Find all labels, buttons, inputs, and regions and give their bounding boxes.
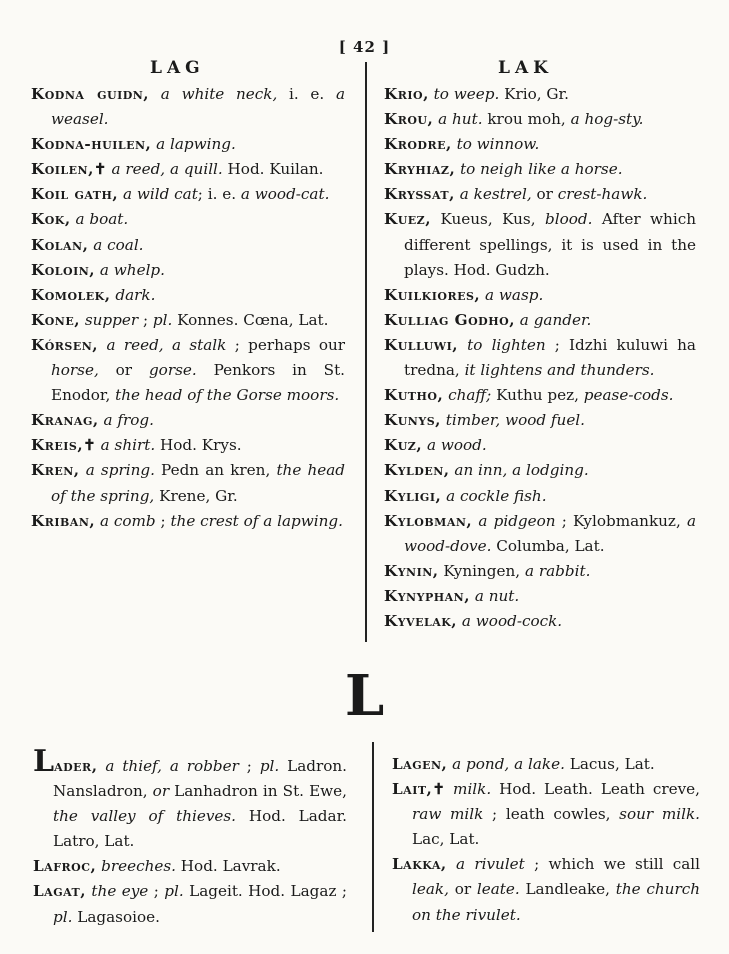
dictionary-entry: [384, 308, 696, 333]
dictionary-entry: [31, 132, 345, 157]
dictionary-entry: [384, 383, 696, 408]
definition-italic: breeches.: [96, 857, 176, 876]
definition-text: Hod. Krys.: [155, 436, 242, 455]
dictionary-entry: [31, 157, 345, 182]
definition-italic: pease-cods.: [583, 386, 674, 405]
dictionary-entry: [384, 484, 696, 509]
l-right-column: [392, 752, 700, 928]
definition-italic: a comb: [95, 511, 156, 530]
definition-italic: milk.: [445, 780, 492, 799]
headword: Lafroc,: [33, 857, 97, 876]
headword: Kórsen,: [31, 335, 99, 354]
dictionary-entry: [31, 283, 345, 308]
definition-text: Kyningen,: [438, 561, 525, 580]
dictionary-entry: [384, 182, 696, 207]
definition-italic: to lighten: [458, 335, 546, 354]
dictionary-entry: [384, 157, 696, 182]
definition-italic: sour milk.: [619, 805, 700, 824]
headword: Lakka,: [392, 855, 447, 874]
definition-text: ; leath cowles,: [483, 805, 620, 824]
definition-italic: the head of the Gorse moors.: [115, 386, 340, 405]
dictionary-entry: [384, 107, 696, 132]
headword: Koil gath,: [31, 185, 119, 204]
definition-text: Columba, Lat.: [491, 536, 605, 555]
definition-text: Pedn an kren,: [154, 461, 277, 480]
headword: Kolan,: [31, 235, 89, 254]
dictionary-entry: [33, 879, 347, 929]
definition-italic: a wood-dove.: [404, 511, 696, 555]
headword: Kodna-huilen,: [31, 135, 152, 154]
definition-text: or: [531, 185, 558, 204]
headword: Krou,: [384, 110, 434, 129]
definition-italic: a weasel.: [51, 85, 345, 129]
headword: Kylobman,: [384, 511, 473, 530]
dictionary-entry: [392, 752, 700, 777]
headword: Kryhiaz,: [384, 160, 456, 179]
definition-italic: a rabbit.: [524, 561, 591, 580]
definition-text: ; i. e.: [197, 185, 241, 204]
dictionary-entry: [384, 283, 696, 308]
dictionary-entry: [31, 233, 345, 258]
definition-text: Hod. Lavrak.: [175, 857, 281, 876]
upper-column-divider: [365, 62, 367, 642]
obsolete-cross-icon: ✝: [432, 780, 446, 799]
headword: Kren,: [31, 461, 80, 480]
dictionary-entry: [384, 433, 696, 458]
headword: Lagat,: [33, 882, 87, 901]
definition-italic: a hog-sty.: [570, 110, 644, 129]
headword: Kok,: [31, 210, 71, 229]
definition-italic: a boat.: [70, 210, 129, 229]
definition-text: Hod. Ladar. Latro, Lat.: [53, 807, 347, 851]
definition-italic: timber, wood fuel.: [440, 411, 585, 430]
definition-italic: horse,: [51, 361, 99, 380]
headword: Kynin,: [384, 561, 439, 580]
definition-italic: a rivulet: [446, 855, 525, 874]
headword: Lagen,: [392, 755, 448, 773]
definition-text: After which different spellings, it is used in the plays. Hod. Gudzh.: [404, 210, 696, 279]
dictionary-entry: [31, 308, 345, 333]
definition-italic: a nut.: [470, 586, 520, 605]
headword: Kryssat,: [384, 185, 455, 204]
dictionary-entry: [31, 333, 345, 408]
definition-italic: to winnow.: [451, 135, 540, 154]
dictionary-entry: [384, 82, 696, 107]
dictionary-entry: [384, 509, 696, 559]
definition-text: Penkors in St. Enodor,: [51, 361, 345, 405]
dictionary-entry: [384, 458, 696, 483]
headword: Kyligi,: [384, 486, 442, 505]
definition-text: Landleake,: [519, 880, 616, 899]
definition-text: Konnes. Cœna, Lat.: [172, 310, 329, 329]
headword: Kylden,: [384, 461, 450, 480]
definition-italic: pl.: [164, 882, 184, 901]
dictionary-entry: [384, 609, 696, 634]
dictionary-entry: [31, 258, 345, 283]
definition-italic: gorse.: [148, 361, 197, 380]
definition-italic: a pond, a lake.: [447, 755, 565, 773]
headword: Kutho,: [384, 386, 444, 405]
definition-italic: a spring.: [79, 461, 155, 480]
page-number: [ 42 ]: [338, 38, 391, 56]
definition-text: ; Idzhi kuluwi ha tredna,: [404, 335, 696, 380]
dictionary-entry: [33, 854, 347, 879]
definition-italic: or: [152, 782, 170, 801]
headword: Kulliag Godho,: [384, 310, 515, 329]
headword: Kuilkiores,: [384, 285, 481, 304]
definition-italic: a kestrel,: [454, 185, 532, 204]
definition-italic: a white neck,: [149, 85, 278, 103]
dictionary-entry: [384, 333, 696, 383]
dictionary-entry: [31, 82, 345, 132]
definition-italic: the eye: [86, 882, 149, 901]
l-left-column: [33, 744, 348, 930]
lower-column-divider: [372, 742, 374, 932]
headword: Kranag,: [31, 411, 99, 430]
headword: Kulluwi,: [384, 335, 459, 354]
definition-italic: the head of the spring,: [51, 461, 346, 505]
definition-text: ;: [148, 882, 165, 901]
definition-italic: raw milk: [412, 805, 484, 824]
section-letter: L: [344, 663, 385, 729]
definition-text: i. e.: [277, 85, 336, 103]
obsolete-cross-icon: ✝: [93, 160, 107, 179]
obsolete-cross-icon: ✝: [83, 436, 96, 455]
definition-text: ; which we still call: [524, 855, 700, 874]
definition-italic: a hut.: [433, 110, 483, 129]
left-column-header: LAG: [150, 58, 205, 78]
headword: ader,: [54, 757, 98, 775]
dictionary-entry: [384, 408, 696, 433]
headword: Komolek,: [31, 285, 111, 304]
definition-italic: to weep.: [428, 85, 500, 103]
headword: Krodre,: [384, 135, 452, 154]
definition-italic: the church on the rivulet.: [412, 880, 701, 924]
definition-italic: pl.: [53, 907, 73, 926]
dictionary-entry: [31, 509, 345, 534]
dictionary-entry: [384, 584, 696, 609]
definition-italic: a wood-cat.: [240, 185, 330, 204]
definition-text: Krene, Gr.: [154, 486, 238, 505]
right-column-header: LAK: [498, 58, 553, 78]
definition-text: Hod. Kuilan.: [222, 160, 324, 179]
definition-italic: to neigh like a horse.: [455, 160, 623, 179]
definition-italic: a shirt.: [95, 436, 156, 455]
dictionary-entry: [384, 207, 696, 282]
dictionary-entry: [384, 132, 696, 157]
definition-text: Lacus, Lat.: [564, 755, 655, 773]
definition-italic: pl.: [152, 310, 173, 329]
right-column: [384, 82, 696, 634]
headword: Kone,: [31, 310, 81, 329]
definition-italic: a thief, a robber: [97, 757, 239, 775]
definition-italic: blood.: [545, 210, 593, 229]
definition-italic: a gander.: [514, 310, 592, 329]
definition-italic: a wasp.: [480, 285, 544, 304]
dictionary-entry: [31, 458, 345, 508]
dictionary-entry: [392, 777, 700, 852]
definition-italic: a wood-cock.: [457, 611, 563, 630]
dictionary-entry: [31, 182, 345, 207]
definition-text: Kueus, Kus,: [431, 210, 546, 229]
definition-italic: a cockle fish.: [441, 486, 547, 505]
headword: Koloin,: [31, 260, 96, 279]
definition-italic: it lightens and thunders.: [464, 361, 655, 380]
definition-italic: a coal.: [88, 235, 144, 254]
definition-italic: a whelp.: [95, 260, 165, 279]
definition-italic: an inn, a lodging.: [449, 461, 589, 480]
dictionary-entry: [392, 852, 700, 927]
dictionary-entry: [384, 559, 696, 584]
definition-text: Lanhadron in St. Ewe,: [169, 782, 347, 801]
definition-italic: leate.: [476, 880, 520, 899]
left-column: [31, 82, 345, 534]
headword: Kriban,: [31, 511, 96, 530]
definition-text: ;: [238, 757, 260, 775]
definition-text: Hod. Leath. Leath creve,: [491, 780, 700, 799]
headword: Koilen,: [31, 160, 94, 179]
definition-text: Krio, Gr.: [499, 85, 569, 103]
definition-italic: a lapwing.: [151, 135, 236, 154]
definition-text: ;: [138, 310, 153, 329]
definition-italic: crest-hawk.: [557, 185, 648, 204]
definition-text: or: [98, 361, 149, 380]
definition-italic: a wild cat: [118, 185, 198, 204]
definition-italic: a reed, a stalk: [98, 335, 227, 354]
definition-italic: chaff;: [443, 386, 492, 405]
headword: Kuez,: [384, 210, 431, 229]
headword: Kunys,: [384, 411, 441, 430]
headword: Kreis,: [31, 436, 84, 455]
definition-text: krou moh,: [482, 110, 571, 129]
definition-text: Lac, Lat.: [412, 830, 480, 849]
definition-italic: the valley of thieves.: [53, 807, 237, 826]
definition-text: Lagasoioe.: [72, 907, 160, 926]
definition-italic: pl.: [259, 757, 280, 775]
definition-italic: dark.: [110, 285, 156, 304]
definition-text: Lageit. Hod. Lagaz ;: [183, 882, 347, 901]
definition-text: Ladron. Nansladron,: [53, 757, 348, 801]
headword: Kuz,: [384, 436, 423, 455]
definition-italic: a frog.: [98, 411, 154, 430]
dictionary-entry: [31, 433, 345, 458]
headword: Kodna guidn,: [31, 85, 150, 103]
definition-italic: a wood.: [422, 436, 487, 455]
definition-italic: leak,: [412, 880, 449, 899]
dictionary-entry: [31, 408, 345, 433]
definition-italic: supper: [80, 310, 139, 329]
headword: Kynyphan,: [384, 586, 471, 605]
definition-italic: a pidgeon: [472, 511, 556, 530]
dictionary-entry: [33, 744, 348, 854]
definition-italic: a reed, a quill.: [106, 160, 223, 179]
headword: Kyvelak,: [384, 611, 458, 630]
definition-text: or: [448, 880, 477, 899]
definition-text: ; Kylobmankuz,: [555, 511, 687, 530]
headword: Krio,: [384, 85, 429, 103]
headword: Lait,: [392, 780, 433, 799]
dictionary-entry: [31, 207, 345, 232]
definition-text: ; perhaps our: [226, 335, 346, 354]
definition-text: Kuthu pez,: [491, 386, 584, 405]
definition-italic: the crest of a lapwing.: [170, 511, 343, 530]
definition-text: ;: [155, 511, 171, 530]
drop-cap: L: [33, 744, 55, 779]
